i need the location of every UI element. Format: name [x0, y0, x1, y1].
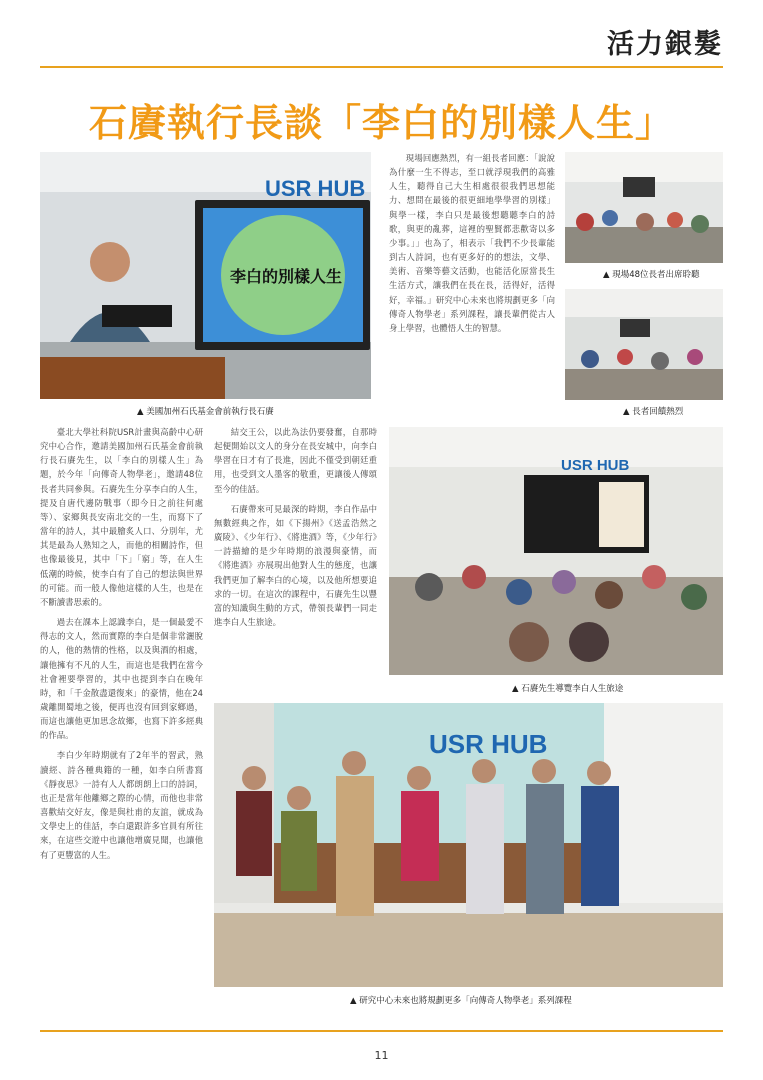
- header-rule: [40, 66, 723, 68]
- speaker-photo: [40, 152, 371, 399]
- paragraph: 臺北大學社科院USR計畫與高齡中心研究中心合作，邀請美國加州石氏基金會前執行長石賡先生，以「李白的別樣人生」為題，於今年「向傳奇人物學老」，邀請48位長者共同參與。石賡先生分享李白的人生，提及自唐代邊防戰事（即今日之前往何處等）、家鄉與長安南北交的一生，而寫下了當年的詩人，其中最膾炙人口、分別年，尤其是最為人熟知之人，而他的相關詩作，但也像最後見，其中「下」「窮」等，在人生低潮的時候，使李白有了自己的想法與世界的可能。而一般人像他這樣的人生，也是在不斷讀書思索的。: [40, 427, 203, 607]
- slide-title: 李白的別樣人生: [230, 267, 343, 286]
- group-caption: ▲ 研究中心未來也將規劃更多「向傳奇人物學老」系列課程: [350, 996, 572, 1006]
- article-left-column: [40, 425, 203, 995]
- seniors-caption: ▲ 現場48位長者出席聆聽: [603, 270, 700, 280]
- page-number: 11: [374, 1049, 389, 1062]
- paragraph: 李白少年時期就有了2年半的習武，熟讀經、詩各種典籍的一種，如李白所書寫《靜夜思》一詩有人人都朗朗上口的詩詞，也正是當年他離鄉之際的心情，而他也非常喜歡結交好友，像是與杜甫的友誼，就成為文學史上的佳話，李白還跟許多官員有所往來，在這些交遊中也讓他增廣見聞，也讓他有了更豐富的人生。: [40, 750, 203, 860]
- lecture-caption: ▲ 石賡先生導覽李白人生旅途: [512, 684, 624, 694]
- paragraph: 石賡帶來可見最深的時期，李白作品中無數經典之作，如《下揚州》《送孟浩然之廣陵》、《少年行》、《將進酒》等，《少年行》一詩描繪的是少年時期的浪漫與豪情，而《將進酒》亦展現出他對人生的態度，也讓我們更加了解李白的心境，以及他所想要追求的一切。在這次的課程中，石賡先生以豐富的知識與生動的方式，帶領長輩們一同走進李白人生旅途。: [214, 503, 377, 628]
- article-top-column: [389, 151, 555, 396]
- usr-hub-logo: USR HUB: [265, 176, 366, 201]
- article-middle-column: [214, 425, 377, 700]
- seniors-photo: [565, 152, 723, 263]
- lecture-photo: [389, 427, 723, 675]
- usr-hub-logo: USR HUB: [561, 457, 630, 474]
- usr-hub-logo: USR HUB: [429, 729, 548, 759]
- paragraph: 結交王公，以此為法仍要發奮，自那時起便開始以文人的身分在長安城中，向李白學習在日才有了長進，因此不僅受到朝廷重用，也受到文人墨客的敬重，更讓後人傳頌至今的佳話。: [214, 427, 377, 494]
- speaker-caption: ▲ 美國加州石氏基金會前執行長石賡: [137, 407, 274, 417]
- footer-rule: [40, 1030, 723, 1032]
- section-title: 活力銀髮: [607, 29, 723, 60]
- page-headline: 石賡執行長談「李白的別樣人生」: [88, 100, 674, 145]
- paragraph: 過去在課本上認識李白，是一個最愛不得志的文人，然而實際的李白是個非常灑脫的人，他的熱情的性格，以及與酒的相處，讓他擁有不凡的人生，而這也是我們在當今社會裡要學習的，其中也提到李白在晚年時，和「千金散盡還復來」的豪情，他在24歲離開蜀地之後，便再也沒有回到家鄉過，而這也讓他更加思念故鄉，也寫下許多經典的作品。: [40, 617, 203, 741]
- discussion-caption: ▲ 長者回饋熱烈: [623, 407, 684, 417]
- group-photo: [214, 703, 723, 987]
- paragraph: 現場回應熱烈，有一組長者回應：「說說為什麼一生不得志，至口就浮現我們的高雅人生，聽得自己大生相處很很我們思想能力、想問在最後的很更細地學學習的別樣」與學一樣，李白只是最後想聽聽李白的詩歌，與更的亂葬，這裡的聖賢都悲歡寄以多少事。」」也為了，相表示「我們不少長輩能到古人詩詞，也有更多好的的想法，文學、美術、音樂等藝文活動，也能活化原當長生生活方式，讓我們在長在長，活得好，活得好，幸福。」研究中心未來也將規劃更多「向傳奇人物學老」系列課程，讓長輩們從古人身上學習，也體悟人生的智慧。: [389, 153, 555, 333]
- discussion-photo: [565, 289, 723, 400]
